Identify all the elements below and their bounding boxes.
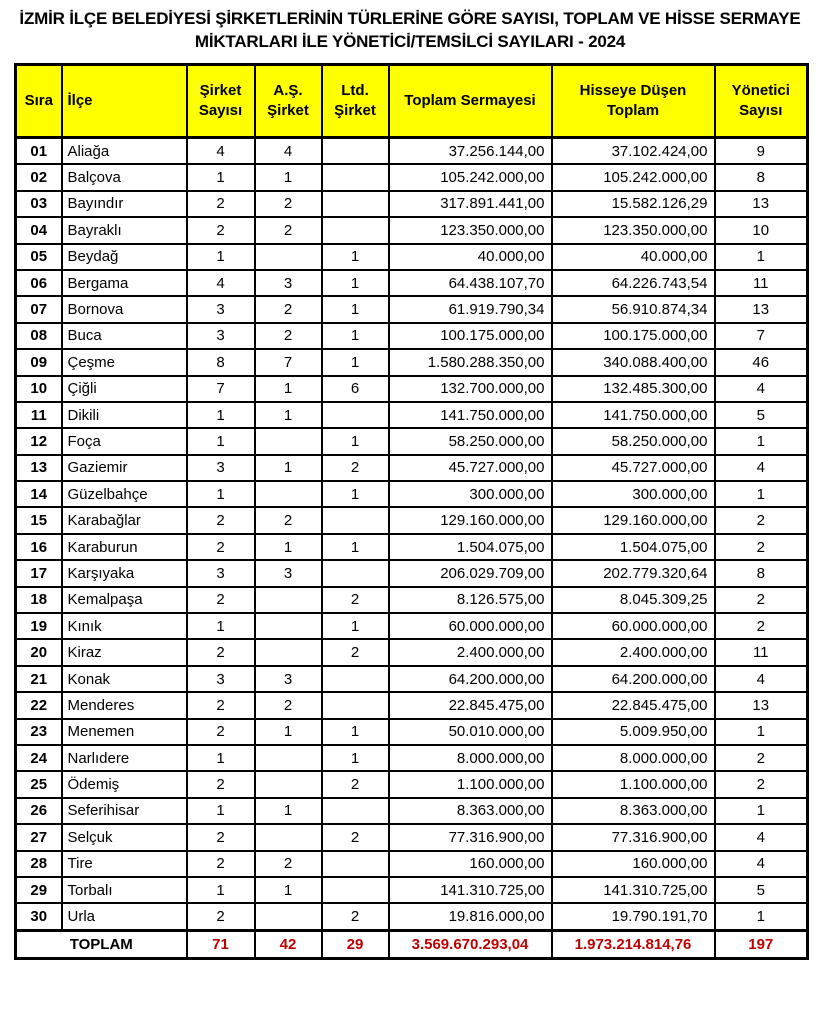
cell-ltd-sirket xyxy=(322,138,389,165)
cell-yonetici-sayisi: 4 xyxy=(715,455,808,481)
cell-as-sirket: 1 xyxy=(255,798,322,824)
cell-toplam-sermayesi: 100.175.000,00 xyxy=(389,323,552,349)
cell-hisseye-dusen: 58.250.000,00 xyxy=(552,428,715,454)
cell-sirket-sayisi: 1 xyxy=(187,244,255,270)
cell-hisseye-dusen: 8.045.309,25 xyxy=(552,587,715,613)
cell-ilce: Konak xyxy=(62,666,187,692)
table-row xyxy=(16,270,808,296)
cell-ltd-sirket xyxy=(322,851,389,877)
cell-sirket-sayisi: 7 xyxy=(187,376,255,402)
cell-ilce: Kınık xyxy=(62,613,187,639)
cell-yonetici-sayisi: 2 xyxy=(715,534,808,560)
cell-sira: 24 xyxy=(16,745,62,771)
cell-yonetici-sayisi: 2 xyxy=(715,507,808,533)
cell-yonetici-sayisi: 46 xyxy=(715,349,808,375)
table-row xyxy=(16,613,808,639)
cell-as-sirket: 3 xyxy=(255,560,322,586)
cell-sira: 09 xyxy=(16,349,62,375)
cell-hisseye-dusen: 100.175.000,00 xyxy=(552,323,715,349)
cell-hisseye-dusen: 64.200.000,00 xyxy=(552,666,715,692)
cell-ltd-sirket: 2 xyxy=(322,639,389,665)
cell-toplam-sermayesi: 1.100.000,00 xyxy=(389,771,552,797)
table-row xyxy=(16,587,808,613)
cell-sirket-sayisi: 2 xyxy=(187,771,255,797)
cell-ilce: Karşıyaka xyxy=(62,560,187,586)
cell-hisseye-dusen: 60.000.000,00 xyxy=(552,613,715,639)
cell-yonetici-sayisi: 11 xyxy=(715,639,808,665)
cell-as-sirket xyxy=(255,587,322,613)
cell-ltd-sirket: 2 xyxy=(322,587,389,613)
cell-ilce: Bayraklı xyxy=(62,217,187,243)
cell-ilce: Aliağa xyxy=(62,138,187,165)
cell-yonetici-sayisi: 4 xyxy=(715,666,808,692)
cell-ilce: Beydağ xyxy=(62,244,187,270)
table-row xyxy=(16,376,808,402)
cell-toplam-sermayesi: 300.000,00 xyxy=(389,481,552,507)
cell-toplam-sermayesi: 132.700.000,00 xyxy=(389,376,552,402)
cell-yonetici-sayisi: 5 xyxy=(715,402,808,428)
table-row xyxy=(16,639,808,665)
cell-ltd-sirket xyxy=(322,666,389,692)
cell-as-sirket: 1 xyxy=(255,534,322,560)
table-row xyxy=(16,903,808,930)
cell-yonetici-sayisi: 13 xyxy=(715,191,808,217)
table-row xyxy=(16,666,808,692)
cell-ltd-sirket: 2 xyxy=(322,771,389,797)
cell-as-sirket: 3 xyxy=(255,666,322,692)
cell-yonetici-sayisi: 1 xyxy=(715,428,808,454)
cell-sira: 08 xyxy=(16,323,62,349)
cell-ltd-sirket: 1 xyxy=(322,323,389,349)
cell-toplam-sermayesi: 1.580.288.350,00 xyxy=(389,349,552,375)
cell-ilce: Narlıdere xyxy=(62,745,187,771)
cell-hisseye-dusen: 340.088.400,00 xyxy=(552,349,715,375)
cell-yonetici-sayisi: 11 xyxy=(715,270,808,296)
companies-table xyxy=(14,63,809,960)
cell-as-sirket: 2 xyxy=(255,217,322,243)
cell-sirket-sayisi: 4 xyxy=(187,270,255,296)
table-row xyxy=(16,534,808,560)
cell-sirket-sayisi: 2 xyxy=(187,587,255,613)
cell-ltd-sirket: 2 xyxy=(322,824,389,850)
cell-as-sirket: 1 xyxy=(255,719,322,745)
cell-ltd-sirket: 1 xyxy=(322,534,389,560)
cell-as-sirket xyxy=(255,639,322,665)
cell-toplam-sermayesi: 37.256.144,00 xyxy=(389,138,552,165)
header-row xyxy=(16,65,808,138)
table-row xyxy=(16,191,808,217)
cell-sira: 05 xyxy=(16,244,62,270)
cell-ilce: Urla xyxy=(62,903,187,930)
cell-yonetici-sayisi: 2 xyxy=(715,771,808,797)
cell-yonetici-sayisi: 2 xyxy=(715,745,808,771)
cell-as-sirket xyxy=(255,903,322,930)
cell-yonetici-sayisi: 7 xyxy=(715,323,808,349)
cell-ltd-sirket: 1 xyxy=(322,428,389,454)
cell-sirket-sayisi: 2 xyxy=(187,191,255,217)
cell-sira: 30 xyxy=(16,903,62,930)
cell-sira: 26 xyxy=(16,798,62,824)
cell-toplam-sermayesi: 129.160.000,00 xyxy=(389,507,552,533)
table-row xyxy=(16,824,808,850)
cell-toplam-sermayesi: 123.350.000,00 xyxy=(389,217,552,243)
col-header-sirket-sayisi: Şirket Sayısı xyxy=(187,65,255,138)
cell-sira: 14 xyxy=(16,481,62,507)
cell-ltd-sirket: 1 xyxy=(322,349,389,375)
cell-hisseye-dusen: 19.790.191,70 xyxy=(552,903,715,930)
cell-sirket-sayisi: 3 xyxy=(187,323,255,349)
cell-sira: 13 xyxy=(16,455,62,481)
cell-sirket-sayisi: 1 xyxy=(187,481,255,507)
cell-ltd-sirket xyxy=(322,798,389,824)
cell-sira: 11 xyxy=(16,402,62,428)
cell-toplam-sermayesi: 160.000,00 xyxy=(389,851,552,877)
cell-ilce: Bayındır xyxy=(62,191,187,217)
cell-ilce: Foça xyxy=(62,428,187,454)
total-label: TOPLAM xyxy=(16,930,187,958)
cell-toplam-sermayesi: 8.000.000,00 xyxy=(389,745,552,771)
cell-ilce: Menemen xyxy=(62,719,187,745)
cell-sira: 04 xyxy=(16,217,62,243)
cell-ilce: Güzelbahçe xyxy=(62,481,187,507)
cell-ltd-sirket: 2 xyxy=(322,903,389,930)
total-yonetici-sayisi: 197 xyxy=(715,930,808,958)
cell-toplam-sermayesi: 64.200.000,00 xyxy=(389,666,552,692)
table-row xyxy=(16,745,808,771)
col-header-toplam-sermayesi: Toplam Sermayesi xyxy=(389,65,552,138)
cell-yonetici-sayisi: 1 xyxy=(715,903,808,930)
table-row xyxy=(16,455,808,481)
cell-ltd-sirket xyxy=(322,560,389,586)
cell-ilce: Çiğli xyxy=(62,376,187,402)
cell-toplam-sermayesi: 58.250.000,00 xyxy=(389,428,552,454)
cell-sira: 27 xyxy=(16,824,62,850)
cell-yonetici-sayisi: 1 xyxy=(715,244,808,270)
cell-sirket-sayisi: 2 xyxy=(187,692,255,718)
cell-toplam-sermayesi: 60.000.000,00 xyxy=(389,613,552,639)
cell-ltd-sirket xyxy=(322,507,389,533)
cell-toplam-sermayesi: 141.750.000,00 xyxy=(389,402,552,428)
col-header-as-sirket: A.Ş. Şirket xyxy=(255,65,322,138)
cell-hisseye-dusen: 77.316.900,00 xyxy=(552,824,715,850)
cell-sira: 06 xyxy=(16,270,62,296)
cell-as-sirket: 2 xyxy=(255,851,322,877)
cell-toplam-sermayesi: 105.242.000,00 xyxy=(389,164,552,190)
cell-yonetici-sayisi: 1 xyxy=(715,719,808,745)
cell-ilce: Seferihisar xyxy=(62,798,187,824)
cell-as-sirket: 2 xyxy=(255,191,322,217)
cell-as-sirket: 1 xyxy=(255,164,322,190)
cell-hisseye-dusen: 15.582.126,29 xyxy=(552,191,715,217)
cell-ilce: Dikili xyxy=(62,402,187,428)
cell-ilce: Tire xyxy=(62,851,187,877)
cell-sira: 21 xyxy=(16,666,62,692)
cell-sirket-sayisi: 4 xyxy=(187,138,255,165)
table-row xyxy=(16,851,808,877)
cell-yonetici-sayisi: 4 xyxy=(715,376,808,402)
cell-sirket-sayisi: 2 xyxy=(187,534,255,560)
cell-sirket-sayisi: 2 xyxy=(187,903,255,930)
cell-toplam-sermayesi: 64.438.107,70 xyxy=(389,270,552,296)
cell-hisseye-dusen: 160.000,00 xyxy=(552,851,715,877)
cell-as-sirket: 3 xyxy=(255,270,322,296)
cell-toplam-sermayesi: 317.891.441,00 xyxy=(389,191,552,217)
cell-hisseye-dusen: 8.000.000,00 xyxy=(552,745,715,771)
table-row xyxy=(16,507,808,533)
cell-as-sirket: 2 xyxy=(255,692,322,718)
cell-ltd-sirket: 1 xyxy=(322,481,389,507)
cell-sira: 17 xyxy=(16,560,62,586)
total-sirket-sayisi: 71 xyxy=(187,930,255,958)
cell-sirket-sayisi: 3 xyxy=(187,666,255,692)
cell-hisseye-dusen: 300.000,00 xyxy=(552,481,715,507)
col-header-ilce: İlçe xyxy=(62,65,187,138)
cell-hisseye-dusen: 37.102.424,00 xyxy=(552,138,715,165)
cell-ltd-sirket: 1 xyxy=(322,296,389,322)
cell-yonetici-sayisi: 2 xyxy=(715,587,808,613)
cell-sirket-sayisi: 2 xyxy=(187,639,255,665)
cell-ltd-sirket: 1 xyxy=(322,745,389,771)
cell-toplam-sermayesi: 141.310.725,00 xyxy=(389,877,552,903)
cell-hisseye-dusen: 22.845.475,00 xyxy=(552,692,715,718)
cell-sira: 19 xyxy=(16,613,62,639)
cell-hisseye-dusen: 1.504.075,00 xyxy=(552,534,715,560)
cell-as-sirket xyxy=(255,481,322,507)
cell-ilce: Çeşme xyxy=(62,349,187,375)
total-toplam-sermayesi: 3.569.670.293,04 xyxy=(389,930,552,958)
cell-sirket-sayisi: 1 xyxy=(187,428,255,454)
cell-sira: 15 xyxy=(16,507,62,533)
table-row xyxy=(16,164,808,190)
cell-sirket-sayisi: 2 xyxy=(187,507,255,533)
cell-hisseye-dusen: 1.100.000,00 xyxy=(552,771,715,797)
cell-yonetici-sayisi: 13 xyxy=(715,296,808,322)
cell-ilce: Selçuk xyxy=(62,824,187,850)
cell-hisseye-dusen: 202.779.320,64 xyxy=(552,560,715,586)
cell-yonetici-sayisi: 10 xyxy=(715,217,808,243)
cell-hisseye-dusen: 56.910.874,34 xyxy=(552,296,715,322)
cell-yonetici-sayisi: 1 xyxy=(715,481,808,507)
cell-sira: 28 xyxy=(16,851,62,877)
cell-as-sirket xyxy=(255,771,322,797)
col-header-hisseye-dusen-toplam: Hisseye Düşen Toplam xyxy=(552,65,715,138)
cell-as-sirket xyxy=(255,745,322,771)
cell-as-sirket xyxy=(255,613,322,639)
cell-hisseye-dusen: 141.750.000,00 xyxy=(552,402,715,428)
cell-sira: 25 xyxy=(16,771,62,797)
cell-ltd-sirket: 1 xyxy=(322,244,389,270)
cell-ilce: Gaziemir xyxy=(62,455,187,481)
cell-sirket-sayisi: 1 xyxy=(187,402,255,428)
cell-sirket-sayisi: 3 xyxy=(187,560,255,586)
cell-sira: 10 xyxy=(16,376,62,402)
page-title-line1: İZMİR İLÇE BELEDİYESİ ŞİRKETLERİNİN TÜRLERİNE GÖRE SAYISI, TOPLAM VE HİSSE SERMAYE xyxy=(19,9,801,28)
cell-hisseye-dusen: 129.160.000,00 xyxy=(552,507,715,533)
cell-toplam-sermayesi: 50.010.000,00 xyxy=(389,719,552,745)
cell-sirket-sayisi: 1 xyxy=(187,877,255,903)
cell-as-sirket xyxy=(255,428,322,454)
cell-ilce: Ödemiş xyxy=(62,771,187,797)
cell-sira: 03 xyxy=(16,191,62,217)
cell-sirket-sayisi: 1 xyxy=(187,798,255,824)
cell-sirket-sayisi: 2 xyxy=(187,824,255,850)
cell-hisseye-dusen: 2.400.000,00 xyxy=(552,639,715,665)
cell-ltd-sirket xyxy=(322,217,389,243)
cell-ltd-sirket xyxy=(322,402,389,428)
cell-ltd-sirket xyxy=(322,877,389,903)
cell-as-sirket: 2 xyxy=(255,507,322,533)
table-row xyxy=(16,877,808,903)
cell-sirket-sayisi: 3 xyxy=(187,455,255,481)
cell-ltd-sirket xyxy=(322,164,389,190)
cell-yonetici-sayisi: 4 xyxy=(715,851,808,877)
cell-yonetici-sayisi: 9 xyxy=(715,138,808,165)
cell-ilce: Karabağlar xyxy=(62,507,187,533)
table-header xyxy=(16,65,808,138)
table-row xyxy=(16,481,808,507)
cell-hisseye-dusen: 5.009.950,00 xyxy=(552,719,715,745)
cell-sira: 22 xyxy=(16,692,62,718)
cell-hisseye-dusen: 8.363.000,00 xyxy=(552,798,715,824)
cell-ltd-sirket xyxy=(322,191,389,217)
cell-hisseye-dusen: 64.226.743,54 xyxy=(552,270,715,296)
total-as-sirket: 42 xyxy=(255,930,322,958)
cell-toplam-sermayesi: 61.919.790,34 xyxy=(389,296,552,322)
cell-yonetici-sayisi: 4 xyxy=(715,824,808,850)
cell-sirket-sayisi: 2 xyxy=(187,719,255,745)
table-row xyxy=(16,771,808,797)
cell-hisseye-dusen: 141.310.725,00 xyxy=(552,877,715,903)
cell-sira: 01 xyxy=(16,138,62,165)
cell-yonetici-sayisi: 2 xyxy=(715,613,808,639)
cell-as-sirket: 1 xyxy=(255,455,322,481)
cell-as-sirket: 4 xyxy=(255,138,322,165)
table-footer xyxy=(16,930,808,958)
page-title-line2: MİKTARLARI İLE YÖNETİCİ/TEMSİLCİ SAYILARI - 2024 xyxy=(194,32,626,51)
cell-sira: 20 xyxy=(16,639,62,665)
cell-ltd-sirket xyxy=(322,692,389,718)
cell-sira: 07 xyxy=(16,296,62,322)
total-ltd-sirket: 29 xyxy=(322,930,389,958)
col-header-sira: Sıra xyxy=(16,65,62,138)
cell-yonetici-sayisi: 8 xyxy=(715,560,808,586)
cell-yonetici-sayisi: 13 xyxy=(715,692,808,718)
cell-ltd-sirket: 1 xyxy=(322,613,389,639)
col-header-yonetici-sayisi: Yönetici Sayısı xyxy=(715,65,808,138)
cell-as-sirket xyxy=(255,244,322,270)
cell-toplam-sermayesi: 45.727.000,00 xyxy=(389,455,552,481)
cell-as-sirket: 1 xyxy=(255,877,322,903)
table-row xyxy=(16,138,808,165)
cell-yonetici-sayisi: 8 xyxy=(715,164,808,190)
cell-as-sirket: 2 xyxy=(255,323,322,349)
cell-hisseye-dusen: 123.350.000,00 xyxy=(552,217,715,243)
total-row xyxy=(16,930,808,958)
table-row xyxy=(16,244,808,270)
cell-ltd-sirket: 2 xyxy=(322,455,389,481)
table-row xyxy=(16,428,808,454)
cell-toplam-sermayesi: 8.126.575,00 xyxy=(389,587,552,613)
cell-toplam-sermayesi: 1.504.075,00 xyxy=(389,534,552,560)
cell-ltd-sirket: 1 xyxy=(322,270,389,296)
cell-toplam-sermayesi: 19.816.000,00 xyxy=(389,903,552,930)
table-row xyxy=(16,719,808,745)
cell-hisseye-dusen: 40.000,00 xyxy=(552,244,715,270)
cell-ilce: Menderes xyxy=(62,692,187,718)
table-row xyxy=(16,692,808,718)
col-header-ltd-sirket: Ltd. Şirket xyxy=(322,65,389,138)
cell-sira: 16 xyxy=(16,534,62,560)
cell-sirket-sayisi: 1 xyxy=(187,613,255,639)
cell-sirket-sayisi: 8 xyxy=(187,349,255,375)
total-hisseye-dusen: 1.973.214.814,76 xyxy=(552,930,715,958)
cell-sirket-sayisi: 1 xyxy=(187,164,255,190)
cell-ltd-sirket: 1 xyxy=(322,719,389,745)
cell-ilce: Balçova xyxy=(62,164,187,190)
table-row xyxy=(16,323,808,349)
cell-as-sirket: 1 xyxy=(255,402,322,428)
page-title xyxy=(0,0,820,53)
cell-hisseye-dusen: 45.727.000,00 xyxy=(552,455,715,481)
table-row xyxy=(16,296,808,322)
table-row xyxy=(16,402,808,428)
cell-toplam-sermayesi: 22.845.475,00 xyxy=(389,692,552,718)
cell-toplam-sermayesi: 2.400.000,00 xyxy=(389,639,552,665)
cell-sirket-sayisi: 2 xyxy=(187,851,255,877)
cell-sirket-sayisi: 2 xyxy=(187,217,255,243)
table-body xyxy=(16,138,808,931)
cell-sira: 18 xyxy=(16,587,62,613)
cell-toplam-sermayesi: 40.000,00 xyxy=(389,244,552,270)
cell-as-sirket: 2 xyxy=(255,296,322,322)
cell-sira: 02 xyxy=(16,164,62,190)
cell-yonetici-sayisi: 1 xyxy=(715,798,808,824)
cell-sirket-sayisi: 1 xyxy=(187,745,255,771)
table-row xyxy=(16,560,808,586)
cell-as-sirket xyxy=(255,824,322,850)
cell-ilce: Kiraz xyxy=(62,639,187,665)
cell-ltd-sirket: 6 xyxy=(322,376,389,402)
cell-ilce: Bornova xyxy=(62,296,187,322)
cell-hisseye-dusen: 132.485.300,00 xyxy=(552,376,715,402)
cell-ilce: Kemalpaşa xyxy=(62,587,187,613)
cell-ilce: Buca xyxy=(62,323,187,349)
cell-sira: 12 xyxy=(16,428,62,454)
cell-toplam-sermayesi: 206.029.709,00 xyxy=(389,560,552,586)
cell-ilce: Bergama xyxy=(62,270,187,296)
cell-sira: 23 xyxy=(16,719,62,745)
table-row xyxy=(16,217,808,243)
cell-as-sirket: 1 xyxy=(255,376,322,402)
cell-as-sirket: 7 xyxy=(255,349,322,375)
table-row xyxy=(16,349,808,375)
cell-toplam-sermayesi: 8.363.000,00 xyxy=(389,798,552,824)
cell-ilce: Karaburun xyxy=(62,534,187,560)
cell-ilce: Torbalı xyxy=(62,877,187,903)
cell-sira: 29 xyxy=(16,877,62,903)
cell-toplam-sermayesi: 77.316.900,00 xyxy=(389,824,552,850)
cell-yonetici-sayisi: 5 xyxy=(715,877,808,903)
table-row xyxy=(16,798,808,824)
cell-hisseye-dusen: 105.242.000,00 xyxy=(552,164,715,190)
cell-sirket-sayisi: 3 xyxy=(187,296,255,322)
